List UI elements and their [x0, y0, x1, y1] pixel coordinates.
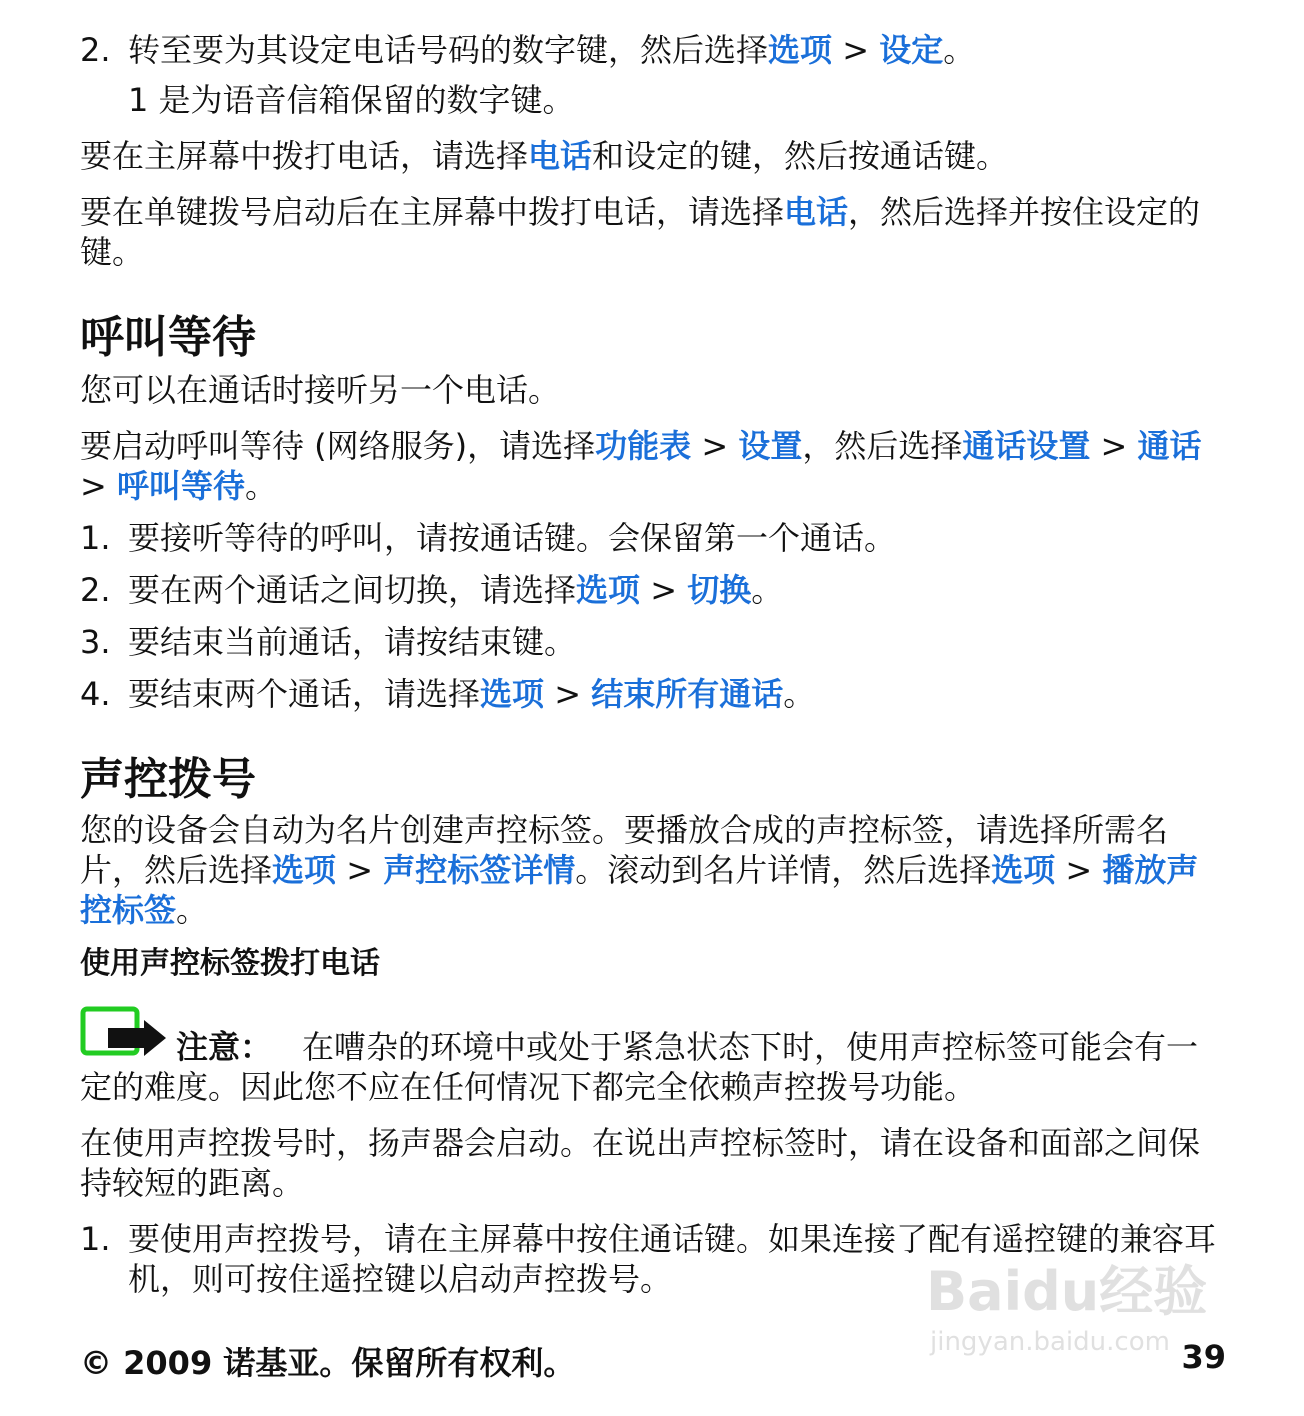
note-label: 注意： — [176, 1028, 273, 1066]
set-link[interactable]: 设定 — [879, 31, 944, 69]
step-number: 2. — [80, 571, 111, 609]
end-all-calls-link[interactable]: 结束所有通话 — [591, 675, 784, 713]
paragraph: 要启动呼叫等待 (网络服务)，请选择功能表 > 设置，然后选择通话设置 > 通话 > 呼叫等待。 — [80, 427, 1202, 505]
list-item — [80, 674, 1230, 714]
list-item — [80, 570, 1230, 610]
document-page — [80, 30, 1230, 1299]
paragraph: 要在单键拨号启动后在主屏幕中拨打电话，请选择电话，然后选择并按住设定的键。 — [80, 193, 1201, 271]
step-text: 要在两个通话之间切换，请选择选项 > 切换。 — [128, 571, 784, 609]
voice-tag-details-link[interactable]: 声控标签详情 — [383, 851, 576, 889]
menu-link[interactable]: 功能表 — [595, 427, 692, 465]
switch-link[interactable]: 切换 — [687, 571, 752, 609]
options-link[interactable]: 选项 — [991, 851, 1056, 889]
note-text: 在嘈杂的环境中或处于紧急状态下时，使用声控标签可能会有一定的难度。因此您不应在任何情况下都完全依赖声控拨号功能。 — [80, 1028, 1199, 1106]
list-item — [80, 30, 1230, 70]
step-note: 1 是为语音信箱保留的数字键。 — [128, 81, 575, 119]
options-link[interactable]: 选项 — [480, 675, 545, 713]
section-heading: 呼叫等待 — [80, 312, 256, 363]
step-number: 2. — [80, 31, 111, 69]
settings-link[interactable]: 设置 — [738, 427, 803, 465]
step-number: 4. — [80, 675, 111, 713]
paragraph: 在使用声控拨号时，扬声器会启动。在说出声控标签时，请在设备和面部之间保持较短的距离。 — [80, 1124, 1201, 1202]
section-desc: 您可以在通话时接听另一个电话。 — [80, 371, 561, 409]
call-waiting-link[interactable]: 呼叫等待 — [116, 467, 245, 505]
step-number: 3. — [80, 623, 111, 661]
options-link[interactable]: 选项 — [272, 851, 337, 889]
watermark-brand: Baidu经验 — [926, 1260, 1208, 1323]
note-paragraph — [80, 1006, 1230, 1107]
step-number: 1. — [80, 1220, 111, 1258]
options-link[interactable]: 选项 — [576, 571, 641, 609]
play-voice-tag-link[interactable]: 播放声控标签 — [80, 851, 1199, 929]
step-text: 要使用声控拨号，请在主屏幕中按住通话键。如果连接了配有遥控键的兼容耳机，则可按住遥控键以启动声控拨号。 — [128, 1220, 1217, 1298]
subheading: 使用声控标签拨打电话 — [80, 946, 380, 981]
watermark-url: jingyan.baidu.com — [930, 1327, 1170, 1357]
step-text: 要接听等待的呼叫，请按通话键。会保留第一个通话。 — [128, 519, 897, 557]
step-text: 要结束两个通话，请选择选项 > 结束所有通话。 — [128, 675, 816, 713]
phone-link[interactable]: 电话 — [528, 137, 593, 175]
copyright: © 2009 诺基亚。保留所有权利。 — [80, 1344, 576, 1382]
paragraph: 要在主屏幕中拨打电话，请选择电话和设定的键，然后按通话键。 — [80, 137, 1009, 175]
section-heading: 声控拨号 — [80, 754, 256, 805]
step-number: 1. — [80, 519, 111, 557]
call-settings-link[interactable]: 通话设置 — [962, 427, 1091, 465]
page-number: 39 — [1181, 1338, 1226, 1376]
step-text: 要结束当前通话，请按结束键。 — [128, 623, 577, 661]
list-item — [80, 518, 1230, 558]
call-link[interactable]: 通话 — [1137, 427, 1202, 465]
phone-link[interactable]: 电话 — [784, 193, 849, 231]
list-item — [80, 622, 1230, 662]
note-arrow-icon — [80, 1006, 172, 1064]
paragraph: 您的设备会自动为名片创建声控标签。要播放合成的声控标签，请选择所需名片，然后选择选项 > 声控标签详情。滚动到名片详情，然后选择选项 > 播放声控标签。 — [80, 811, 1199, 929]
step-text: 转至要为其设定电话号码的数字键，然后选择选项 > 设定。 — [128, 31, 976, 69]
options-link[interactable]: 选项 — [768, 31, 833, 69]
